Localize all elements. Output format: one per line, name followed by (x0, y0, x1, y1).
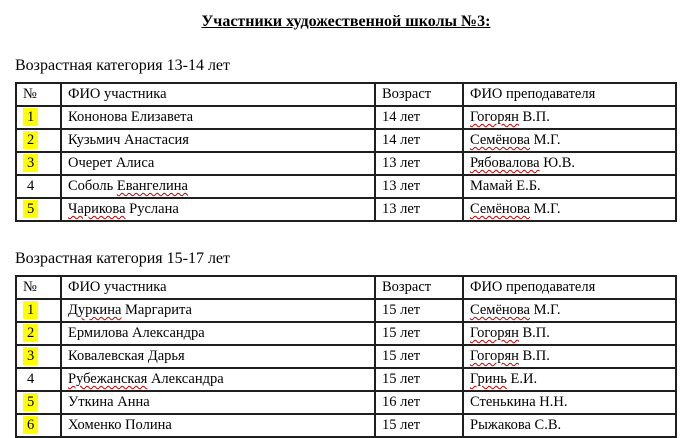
table-row (16, 368, 676, 391)
participant-name: Ковалевская Дарья (68, 348, 185, 364)
row-number-cell (16, 322, 61, 345)
teacher-cell (463, 106, 676, 129)
row-number-cell (16, 198, 61, 221)
teacher-misspelled-word: Рябовалова (470, 155, 540, 171)
row-number-cell (16, 299, 61, 322)
participant-name-rest: Руслана (125, 201, 179, 217)
participant-misspelled-word: Дуркина (68, 302, 122, 318)
row-number: 6 (23, 416, 38, 434)
participants-table (15, 82, 677, 222)
age-cell: 14 лет (375, 106, 463, 129)
teacher-name-rest: В.П. (518, 325, 550, 341)
row-number: 2 (23, 324, 38, 342)
col-header-teacher: ФИО преподавателя (463, 83, 676, 106)
teacher-cell (463, 299, 676, 322)
section-heading: Возрастная категория 13-14 лет (15, 57, 231, 74)
teacher-cell (463, 391, 676, 414)
participant-name: Соболь (68, 178, 117, 194)
table-header-row (16, 83, 676, 106)
table-row (16, 414, 676, 437)
participant-cell (61, 414, 375, 437)
teacher-name-rest: В.П. (518, 109, 550, 125)
participant-name-rest: Александра (147, 371, 224, 387)
participant-misspelled-word: Рубежанская (68, 371, 148, 387)
teacher-cell (463, 175, 676, 198)
row-number-cell (16, 175, 61, 198)
table-header-row (16, 276, 676, 299)
age-cell: 15 лет (375, 299, 463, 322)
age-cell: 13 лет (375, 175, 463, 198)
teacher-name: Стенькина Н.Н. (470, 394, 568, 410)
row-number: 3 (23, 347, 38, 365)
teacher-misspelled-word: Гогорян (470, 325, 519, 341)
teacher-misspelled-word: Гогорян (470, 109, 519, 125)
age-cell: 15 лет (375, 345, 463, 368)
table-row (16, 322, 676, 345)
age-category-section (15, 249, 677, 438)
teacher-name-rest: Ю.В. (539, 155, 576, 171)
teacher-misspelled-word: Семёнова (470, 201, 530, 217)
age-cell: 15 лет (375, 414, 463, 437)
teacher-name: Рыжакова С.В. (470, 417, 562, 433)
teacher-name-rest: В.П. (518, 348, 550, 364)
col-header-number: № (16, 83, 61, 106)
row-number: 1 (23, 108, 38, 126)
section-heading: Возрастная категория 15-17 лет (15, 250, 231, 267)
teacher-cell (463, 345, 676, 368)
row-number-cell (16, 152, 61, 175)
table-row (16, 129, 676, 152)
age-cell: 15 лет (375, 368, 463, 391)
age-cell: 14 лет (375, 129, 463, 152)
teacher-cell (463, 129, 676, 152)
participant-misspelled-word: Евангелина (116, 178, 188, 194)
row-number: 4 (27, 178, 35, 194)
document-title: Участники художественной школы №3: (201, 13, 491, 30)
table-row (16, 299, 676, 322)
teacher-name-rest: М.Г. (530, 201, 561, 217)
teacher-cell (463, 368, 676, 391)
teacher-cell (463, 322, 676, 345)
participant-cell (61, 198, 375, 221)
participant-cell (61, 391, 375, 414)
table-row (16, 106, 676, 129)
participant-cell (61, 175, 375, 198)
teacher-name-rest: М.Г. (530, 132, 561, 148)
row-number-cell (16, 345, 61, 368)
teacher-name-rest: Е.И. (506, 371, 538, 387)
participant-cell (61, 129, 375, 152)
participant-cell (61, 368, 375, 391)
row-number-cell (16, 391, 61, 414)
participant-cell (61, 345, 375, 368)
participant-name: Уткина Анна (68, 394, 150, 410)
age-category-section (15, 56, 677, 222)
table-row (16, 391, 676, 414)
teacher-misspelled-word: Семёнова (470, 302, 530, 318)
age-cell: 13 лет (375, 198, 463, 221)
participant-name-rest: Маргарита (121, 302, 192, 318)
col-header-number: № (16, 276, 61, 299)
teacher-name-rest: М.Г. (530, 302, 561, 318)
teacher-cell (463, 414, 676, 437)
row-number-cell (16, 129, 61, 152)
age-cell: 16 лет (375, 391, 463, 414)
col-header-teacher: ФИО преподавателя (463, 276, 676, 299)
participant-name: Ермилова Александра (68, 325, 205, 341)
participant-cell (61, 299, 375, 322)
row-number: 5 (23, 393, 38, 411)
teacher-misspelled-word: Гринь (470, 371, 507, 387)
col-header-age: Возраст (375, 276, 463, 299)
col-header-age: Возраст (375, 83, 463, 106)
teacher-name: Мамай Е.Б. (470, 178, 541, 194)
col-header-participant: ФИО участника (61, 83, 375, 106)
teacher-misspelled-word: Семёнова (470, 132, 530, 148)
row-number: 2 (23, 131, 38, 149)
age-cell: 13 лет (375, 152, 463, 175)
row-number: 1 (23, 301, 38, 319)
teacher-misspelled-word: Гогорян (470, 348, 519, 364)
participant-cell (61, 106, 375, 129)
participants-table (15, 275, 677, 438)
participant-cell (61, 152, 375, 175)
row-number-cell (16, 414, 61, 437)
participant-name: Очерет Алиса (68, 155, 155, 171)
row-number: 4 (27, 371, 35, 387)
row-number-cell (16, 368, 61, 391)
table-row (16, 198, 676, 221)
participant-name: Кузьмич Анастасия (68, 132, 189, 148)
participant-misspelled-word: Чарикова (68, 201, 126, 217)
participant-name: Кононова Елизавета (68, 109, 194, 125)
teacher-cell (463, 198, 676, 221)
table-row (16, 175, 676, 198)
table-row (16, 152, 676, 175)
participant-cell (61, 322, 375, 345)
age-cell: 15 лет (375, 322, 463, 345)
teacher-cell (463, 152, 676, 175)
row-number-cell (16, 106, 61, 129)
row-number: 3 (23, 154, 38, 172)
row-number: 5 (23, 200, 38, 218)
table-row (16, 345, 676, 368)
col-header-participant: ФИО участника (61, 276, 375, 299)
participant-name: Хоменко Полина (68, 417, 172, 433)
